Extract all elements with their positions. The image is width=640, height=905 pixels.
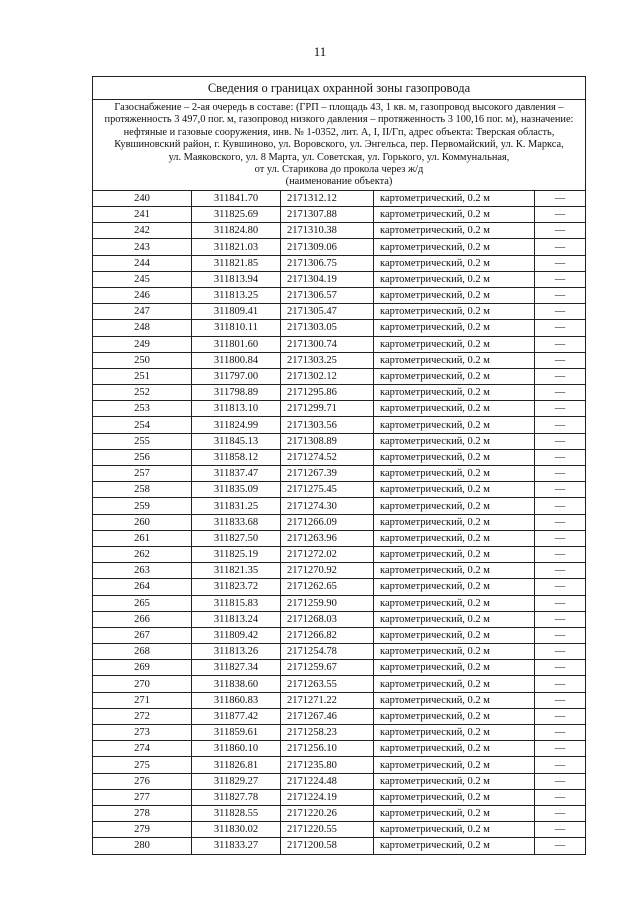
empty-value-cell: — (535, 692, 586, 708)
table-row (93, 708, 586, 724)
table-row (93, 546, 586, 562)
empty-value-cell: — (535, 611, 586, 627)
empty-value-cell: — (535, 271, 586, 287)
method-accuracy-cell: картометрический, 0.2 м (374, 789, 535, 805)
x-coordinate-cell: 311838.60 (192, 676, 281, 692)
method-accuracy-cell: картометрический, 0.2 м (374, 498, 535, 514)
method-accuracy-cell: картометрический, 0.2 м (374, 223, 535, 239)
table-row (93, 498, 586, 514)
empty-value-cell: — (535, 190, 586, 206)
empty-value-cell: — (535, 676, 586, 692)
x-coordinate-cell: 311827.50 (192, 530, 281, 546)
empty-value-cell: — (535, 239, 586, 255)
method-accuracy-cell: картометрический, 0.2 м (374, 676, 535, 692)
empty-value-cell: — (535, 255, 586, 271)
description-caption: (наименование объекта) (285, 176, 393, 188)
method-accuracy-cell: картометрический, 0.2 м (374, 741, 535, 757)
description-line: Газоснабжение – 2-ая очередь в составе: (ГРП – площадь 43, 1 кв. м, газопровод высокого давления – (114, 102, 564, 113)
empty-value-cell: — (535, 579, 586, 595)
point-number-cell: 261 (93, 530, 192, 546)
y-coordinate-cell: 2171256.10 (281, 741, 374, 757)
empty-value-cell: — (535, 401, 586, 417)
method-accuracy-cell: картометрический, 0.2 м (374, 660, 535, 676)
x-coordinate-cell: 311821.85 (192, 255, 281, 271)
description-line: ул. Маяковского, ул. 8 Марта, ул. Советская, ул. Горького, ул. Коммунальная, (168, 151, 510, 163)
x-coordinate-cell: 311837.47 (192, 466, 281, 482)
method-accuracy-cell: картометрический, 0.2 м (374, 433, 535, 449)
method-accuracy-cell: картометрический, 0.2 м (374, 417, 535, 433)
method-accuracy-cell: картометрический, 0.2 м (374, 320, 535, 336)
method-accuracy-cell: картометрический, 0.2 м (374, 449, 535, 465)
method-accuracy-cell: картометрический, 0.2 м (374, 773, 535, 789)
method-accuracy-cell: картометрический, 0.2 м (374, 287, 535, 303)
description-line: от ул. Старикова до прокола через ж/д (254, 164, 424, 176)
y-coordinate-cell: 2171274.52 (281, 449, 374, 465)
description-line: протяженность 3 497,0 пог. м, газопровод низкого давления – протяженность 3 100,16 пог. м), назначение: (104, 114, 574, 126)
empty-value-cell: — (535, 207, 586, 223)
point-number-cell: 267 (93, 627, 192, 643)
object-description (93, 100, 586, 191)
empty-value-cell: — (535, 773, 586, 789)
method-accuracy-cell: картометрический, 0.2 м (374, 838, 535, 854)
y-coordinate-cell: 2171299.71 (281, 401, 374, 417)
y-coordinate-cell: 2171303.56 (281, 417, 374, 433)
table-row (93, 627, 586, 643)
table-row (93, 368, 586, 384)
table-row (93, 482, 586, 498)
method-accuracy-cell: картометрический, 0.2 м (374, 401, 535, 417)
point-number-cell: 270 (93, 676, 192, 692)
description-line: нефтяные и газовые сооружения, инв. № 1-0352, лит. А, I, II/Гп, адрес объекта: Тверская область, (123, 126, 555, 138)
table-row (93, 514, 586, 530)
table-row (93, 336, 586, 352)
empty-value-cell: — (535, 498, 586, 514)
empty-value-cell: — (535, 320, 586, 336)
point-number-cell: 280 (93, 838, 192, 854)
x-coordinate-cell: 311831.25 (192, 498, 281, 514)
method-accuracy-cell: картометрический, 0.2 м (374, 255, 535, 271)
empty-value-cell: — (535, 449, 586, 465)
point-number-cell: 265 (93, 595, 192, 611)
x-coordinate-cell: 311833.27 (192, 838, 281, 854)
point-number-cell: 242 (93, 223, 192, 239)
table-row (93, 579, 586, 595)
x-coordinate-cell: 311859.61 (192, 725, 281, 741)
x-coordinate-cell: 311809.42 (192, 627, 281, 643)
point-number-cell: 247 (93, 304, 192, 320)
method-accuracy-cell: картометрический, 0.2 м (374, 466, 535, 482)
y-coordinate-cell: 2171220.55 (281, 822, 374, 838)
y-coordinate-cell: 2171268.03 (281, 611, 374, 627)
point-number-cell: 253 (93, 401, 192, 417)
y-coordinate-cell: 2171259.90 (281, 595, 374, 611)
y-coordinate-cell: 2171272.02 (281, 546, 374, 562)
table-row (93, 692, 586, 708)
point-number-cell: 251 (93, 368, 192, 384)
y-coordinate-cell: 2171303.25 (281, 352, 374, 368)
x-coordinate-cell: 311813.25 (192, 287, 281, 303)
method-accuracy-cell: картометрический, 0.2 м (374, 546, 535, 562)
method-accuracy-cell: картометрический, 0.2 м (374, 627, 535, 643)
page-number: 11 (313, 44, 327, 59)
x-coordinate-cell: 311827.78 (192, 789, 281, 805)
empty-value-cell: — (535, 368, 586, 384)
point-number-cell: 272 (93, 708, 192, 724)
table-row (93, 401, 586, 417)
point-number-cell: 275 (93, 757, 192, 773)
empty-value-cell: — (535, 595, 586, 611)
x-coordinate-cell: 311829.27 (192, 773, 281, 789)
y-coordinate-cell: 2171308.89 (281, 433, 374, 449)
table-row (93, 676, 586, 692)
table-row (93, 660, 586, 676)
y-coordinate-cell: 2171307.88 (281, 207, 374, 223)
table-row (93, 239, 586, 255)
point-number-cell: 276 (93, 773, 192, 789)
x-coordinate-cell: 311813.94 (192, 271, 281, 287)
table-row (93, 271, 586, 287)
y-coordinate-cell: 2171224.19 (281, 789, 374, 805)
x-coordinate-cell: 311813.26 (192, 644, 281, 660)
method-accuracy-cell: картометрический, 0.2 м (374, 805, 535, 821)
point-number-cell: 241 (93, 207, 192, 223)
table-row (93, 190, 586, 206)
method-accuracy-cell: картометрический, 0.2 м (374, 822, 535, 838)
point-number-cell: 268 (93, 644, 192, 660)
point-number-cell: 258 (93, 482, 192, 498)
method-accuracy-cell: картометрический, 0.2 м (374, 725, 535, 741)
empty-value-cell: — (535, 789, 586, 805)
y-coordinate-cell: 2171263.55 (281, 676, 374, 692)
table-row (93, 595, 586, 611)
x-coordinate-cell: 311828.55 (192, 805, 281, 821)
x-coordinate-cell: 311797.00 (192, 368, 281, 384)
y-coordinate-cell: 2171259.67 (281, 660, 374, 676)
method-accuracy-cell: картометрический, 0.2 м (374, 368, 535, 384)
method-accuracy-cell: картометрический, 0.2 м (374, 579, 535, 595)
x-coordinate-cell: 311825.19 (192, 546, 281, 562)
point-number-cell: 245 (93, 271, 192, 287)
y-coordinate-cell: 2171270.92 (281, 563, 374, 579)
point-number-cell: 262 (93, 546, 192, 562)
method-accuracy-cell: картометрический, 0.2 м (374, 239, 535, 255)
empty-value-cell: — (535, 530, 586, 546)
x-coordinate-cell: 311835.09 (192, 482, 281, 498)
table-title: Сведения о границах охранной зоны газопровода (93, 77, 586, 100)
title-row (93, 77, 586, 100)
method-accuracy-cell: картометрический, 0.2 м (374, 692, 535, 708)
point-number-cell: 269 (93, 660, 192, 676)
table-row (93, 287, 586, 303)
method-accuracy-cell: картометрический, 0.2 м (374, 352, 535, 368)
x-coordinate-cell: 311824.80 (192, 223, 281, 239)
empty-value-cell: — (535, 466, 586, 482)
y-coordinate-cell: 2171312.12 (281, 190, 374, 206)
table-row (93, 449, 586, 465)
table-row (93, 725, 586, 741)
y-coordinate-cell: 2171306.75 (281, 255, 374, 271)
x-coordinate-cell: 311833.68 (192, 514, 281, 530)
description-row (93, 100, 586, 191)
y-coordinate-cell: 2171224.48 (281, 773, 374, 789)
point-number-cell: 244 (93, 255, 192, 271)
empty-value-cell: — (535, 627, 586, 643)
empty-value-cell: — (535, 514, 586, 530)
table-row (93, 757, 586, 773)
empty-value-cell: — (535, 336, 586, 352)
table-row (93, 466, 586, 482)
table-row (93, 433, 586, 449)
point-number-cell: 255 (93, 433, 192, 449)
y-coordinate-cell: 2171258.23 (281, 725, 374, 741)
x-coordinate-cell: 311826.81 (192, 757, 281, 773)
empty-value-cell: — (535, 546, 586, 562)
empty-value-cell: — (535, 708, 586, 724)
x-coordinate-cell: 311800.84 (192, 352, 281, 368)
table-row (93, 741, 586, 757)
table-row (93, 255, 586, 271)
empty-value-cell: — (535, 838, 586, 854)
empty-value-cell: — (535, 482, 586, 498)
point-number-cell: 248 (93, 320, 192, 336)
method-accuracy-cell: картометрический, 0.2 м (374, 207, 535, 223)
y-coordinate-cell: 2171220.26 (281, 805, 374, 821)
empty-value-cell: — (535, 660, 586, 676)
method-accuracy-cell: картометрический, 0.2 м (374, 514, 535, 530)
x-coordinate-cell: 311810.11 (192, 320, 281, 336)
x-coordinate-cell: 311798.89 (192, 385, 281, 401)
x-coordinate-cell: 311860.10 (192, 741, 281, 757)
y-coordinate-cell: 2171274.30 (281, 498, 374, 514)
boundary-table-body (93, 77, 586, 855)
y-coordinate-cell: 2171305.47 (281, 304, 374, 320)
point-number-cell: 250 (93, 352, 192, 368)
x-coordinate-cell: 311858.12 (192, 449, 281, 465)
y-coordinate-cell: 2171303.05 (281, 320, 374, 336)
table-row (93, 563, 586, 579)
empty-value-cell: — (535, 757, 586, 773)
y-coordinate-cell: 2171262.65 (281, 579, 374, 595)
method-accuracy-cell: картометрический, 0.2 м (374, 482, 535, 498)
method-accuracy-cell: картометрический, 0.2 м (374, 563, 535, 579)
point-number-cell: 266 (93, 611, 192, 627)
y-coordinate-cell: 2171300.74 (281, 336, 374, 352)
point-number-cell: 240 (93, 190, 192, 206)
empty-value-cell: — (535, 822, 586, 838)
method-accuracy-cell: картометрический, 0.2 м (374, 708, 535, 724)
table-row (93, 352, 586, 368)
empty-value-cell: — (535, 741, 586, 757)
table-row (93, 417, 586, 433)
point-number-cell: 252 (93, 385, 192, 401)
y-coordinate-cell: 2171275.45 (281, 482, 374, 498)
x-coordinate-cell: 311845.13 (192, 433, 281, 449)
x-coordinate-cell: 311827.34 (192, 660, 281, 676)
y-coordinate-cell: 2171271.22 (281, 692, 374, 708)
x-coordinate-cell: 311801.60 (192, 336, 281, 352)
empty-value-cell: — (535, 304, 586, 320)
y-coordinate-cell: 2171254.78 (281, 644, 374, 660)
table-row (93, 789, 586, 805)
point-number-cell: 246 (93, 287, 192, 303)
method-accuracy-cell: картометрический, 0.2 м (374, 644, 535, 660)
y-coordinate-cell: 2171263.96 (281, 530, 374, 546)
table-row (93, 611, 586, 627)
point-number-cell: 249 (93, 336, 192, 352)
method-accuracy-cell: картометрический, 0.2 м (374, 336, 535, 352)
method-accuracy-cell: картометрический, 0.2 м (374, 271, 535, 287)
point-number-cell: 264 (93, 579, 192, 595)
table-row (93, 644, 586, 660)
method-accuracy-cell: картометрический, 0.2 м (374, 385, 535, 401)
point-number-cell: 243 (93, 239, 192, 255)
y-coordinate-cell: 2171267.46 (281, 708, 374, 724)
empty-value-cell: — (535, 287, 586, 303)
table-row (93, 838, 586, 854)
point-number-cell: 256 (93, 449, 192, 465)
table-row (93, 223, 586, 239)
y-coordinate-cell: 2171304.19 (281, 271, 374, 287)
empty-value-cell: — (535, 417, 586, 433)
point-number-cell: 260 (93, 514, 192, 530)
method-accuracy-cell: картометрический, 0.2 м (374, 190, 535, 206)
table-row (93, 773, 586, 789)
point-number-cell: 254 (93, 417, 192, 433)
empty-value-cell: — (535, 805, 586, 821)
x-coordinate-cell: 311821.35 (192, 563, 281, 579)
point-number-cell: 259 (93, 498, 192, 514)
y-coordinate-cell: 2171235.80 (281, 757, 374, 773)
description-line: Кувшиновский район, г. Кувшиново, ул. Воровского, ул. Энгельса, пер. Первомайский, ул. К. Маркса, (114, 139, 564, 151)
y-coordinate-cell: 2171306.57 (281, 287, 374, 303)
point-number-cell: 277 (93, 789, 192, 805)
point-number-cell: 271 (93, 692, 192, 708)
x-coordinate-cell: 311825.69 (192, 207, 281, 223)
y-coordinate-cell: 2171309.06 (281, 239, 374, 255)
x-coordinate-cell: 311824.99 (192, 417, 281, 433)
empty-value-cell: — (535, 644, 586, 660)
y-coordinate-cell: 2171302.12 (281, 368, 374, 384)
point-number-cell: 274 (93, 741, 192, 757)
x-coordinate-cell: 311830.02 (192, 822, 281, 838)
x-coordinate-cell: 311877.42 (192, 708, 281, 724)
x-coordinate-cell: 311809.41 (192, 304, 281, 320)
x-coordinate-cell: 311813.10 (192, 401, 281, 417)
point-number-cell: 257 (93, 466, 192, 482)
empty-value-cell: — (535, 725, 586, 741)
empty-value-cell: — (535, 563, 586, 579)
method-accuracy-cell: картометрический, 0.2 м (374, 530, 535, 546)
empty-value-cell: — (535, 223, 586, 239)
y-coordinate-cell: 2171266.09 (281, 514, 374, 530)
empty-value-cell: — (535, 385, 586, 401)
table-row (93, 822, 586, 838)
x-coordinate-cell: 311815.83 (192, 595, 281, 611)
table-row (93, 385, 586, 401)
y-coordinate-cell: 2171295.86 (281, 385, 374, 401)
point-number-cell: 279 (93, 822, 192, 838)
table-row (93, 207, 586, 223)
y-coordinate-cell: 2171266.82 (281, 627, 374, 643)
x-coordinate-cell: 311813.24 (192, 611, 281, 627)
boundary-table (92, 76, 586, 855)
method-accuracy-cell: картометрический, 0.2 м (374, 304, 535, 320)
table-row (93, 530, 586, 546)
x-coordinate-cell: 311860.83 (192, 692, 281, 708)
empty-value-cell: — (535, 352, 586, 368)
method-accuracy-cell: картометрический, 0.2 м (374, 611, 535, 627)
y-coordinate-cell: 2171310.38 (281, 223, 374, 239)
point-number-cell: 263 (93, 563, 192, 579)
x-coordinate-cell: 311841.70 (192, 190, 281, 206)
point-number-cell: 278 (93, 805, 192, 821)
method-accuracy-cell: картометрический, 0.2 м (374, 757, 535, 773)
empty-value-cell: — (535, 433, 586, 449)
y-coordinate-cell: 2171200.58 (281, 838, 374, 854)
method-accuracy-cell: картометрический, 0.2 м (374, 595, 535, 611)
table-row (93, 304, 586, 320)
table-row (93, 805, 586, 821)
point-number-cell: 273 (93, 725, 192, 741)
x-coordinate-cell: 311823.72 (192, 579, 281, 595)
y-coordinate-cell: 2171267.39 (281, 466, 374, 482)
table-row (93, 320, 586, 336)
x-coordinate-cell: 311821.03 (192, 239, 281, 255)
